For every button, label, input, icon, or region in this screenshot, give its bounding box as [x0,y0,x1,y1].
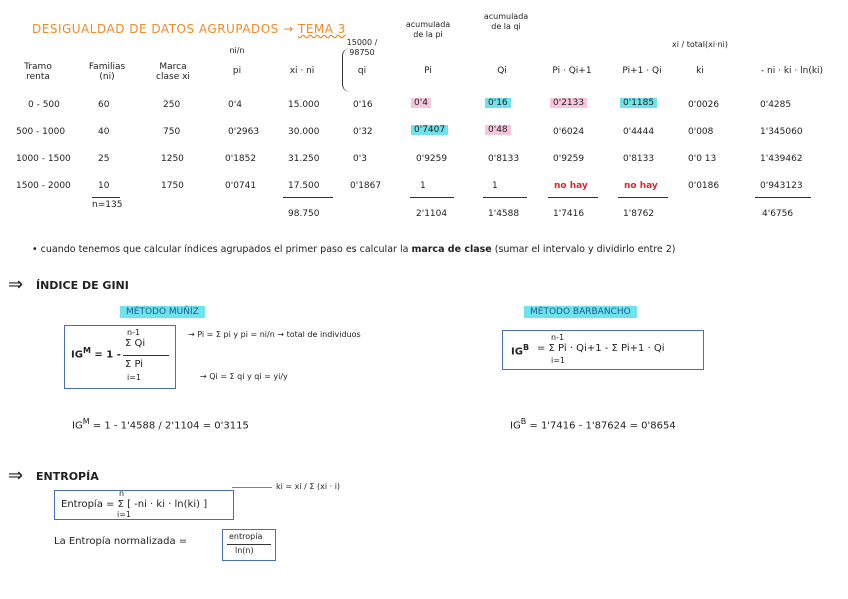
header-Pi1Qi: Pi+1 · Qi [622,66,662,76]
entropia-norm-box [222,529,276,561]
cell-last: 1'345060 [760,127,803,137]
munoz-sup: M [82,346,91,355]
cell-xi: 1750 [161,181,184,191]
header-ki: ki [696,66,704,76]
munoz-label: MÉTODO MUÑÍZ [120,306,205,318]
cell-ni: 60 [98,100,110,110]
cell-tramo: 1500 - 2000 [16,181,71,191]
munoz-result-lhs: IG [72,420,83,432]
header-xini: xi · ni [289,66,315,76]
cell-qi: 0'3 [353,154,367,164]
barbancho-result-rhs: = 1'7416 - 1'87624 = 0'8654 [529,420,676,432]
cell-Qi: 0'8133 [488,154,520,164]
note-pre: • cuando tenemos que calcular índices agrupados el primer paso es calcular la [32,244,412,255]
cell-last: 0'4285 [760,100,792,110]
entropia-sum-top: n [119,489,125,498]
entropia-side: ki = xi / Σ (xi · i) [276,482,341,491]
munoz-side1: → Pi = Σ pi y pi = ni/n → total de individuos [188,330,361,339]
munoz-side2: → Qi = Σ qi y qi = yi/y [200,372,288,381]
cell-ni: 10 [98,181,110,191]
cell-Pi1Qi: no hay [624,181,658,191]
entropia-link-line [232,487,272,488]
entropia-sum-bot: i=1 [117,510,132,519]
cell-xini: 31.250 [288,154,320,164]
cell-PiQi1: 0'6024 [553,127,585,137]
munoz-den: Σ Pi [125,359,144,370]
cell-Qi: 0'16 [485,98,511,108]
barbancho-IG: IG [511,346,523,358]
cell-xini: 30.000 [288,127,320,137]
header-qi-over: 15000 / 98750 [346,38,378,57]
gini-arrow-icon: ⇒ [8,274,24,295]
cell-ni: 40 [98,127,110,137]
total-PiQi1: 1'7416 [553,209,585,219]
cell-tramo: 1000 - 1500 [16,154,71,164]
barbancho-formula: = Σ Pi · Qi+1 - Σ Pi+1 · Qi [537,343,665,354]
header-ki-over: xi / total(xi·ni) [671,40,729,49]
barbancho-sum-bot: i=1 [551,356,566,365]
cell-qi: 0'32 [353,127,373,137]
barbancho-sum-top: n-1 [551,333,565,342]
munoz-eq: = 1 - [94,349,121,361]
header-marca: Marca clase xi [156,62,190,82]
munoz-formula-box [64,325,176,389]
header-qi: qi [357,66,367,76]
entropia-norm-den: ln(n) [235,546,254,555]
cell-xini: 15.000 [288,100,320,110]
rule-xini [283,197,333,198]
total-xini: 98.750 [288,209,320,219]
cell-pi: 0'0741 [225,181,257,191]
cell-last: 1'439462 [760,154,803,164]
cell-Qi: 1 [492,181,498,191]
header-Qi: Qi [497,66,507,76]
barbancho-result: $IG^B = 1'7416 - 1'87624 = 0'8654$ [510,417,676,432]
cell-xi: 250 [163,100,181,110]
entropia-arrow-icon: ⇒ [8,465,24,486]
cell-PiQi1: 0'2133 [550,98,587,108]
title-arrow: → [283,22,294,36]
header-pi: pi [232,66,242,76]
munoz-sum-top: n-1 [127,328,141,337]
cell-Qi: 0'48 [485,125,511,135]
qi-bracket [342,48,351,92]
cell-PiQi1: no hay [554,181,588,191]
cell-pi: 0'4 [228,100,242,110]
cell-PiQi1: 0'9259 [553,154,585,164]
cell-pi: 0'2963 [228,127,260,137]
cell-last: 0'943123 [760,181,803,191]
entropia-norm-num: entropía [229,532,263,541]
rule-Qi [483,197,527,198]
cell-ki: 0'0 13 [688,154,717,164]
barbancho-result-lhs: IG [510,420,521,432]
total-Qi: 1'4588 [488,209,520,219]
cell-xini: 17.500 [288,181,320,191]
cell-Pi: 0'7407 [411,125,448,135]
cell-qi: 0'16 [353,100,373,110]
rule-ni [92,197,120,198]
entropia-norm-bar [227,544,271,545]
total-Pi1Qi: 1'8762 [623,209,655,219]
entropia-formula-box [54,490,234,520]
page-title [32,22,346,36]
rule-last [755,197,811,198]
cell-Pi: 0'9259 [416,154,448,164]
header-Pi: Pi [424,66,432,76]
rule-Pi1Qi [618,197,668,198]
cell-ni: 25 [98,154,110,164]
munoz-result: $IG^M = 1 - 1'4588 / 2'1104 = 0'3115$ [72,417,249,432]
entropia-formula: Entropía = Σ [ -ni · ki · ln(ki) ] [61,499,208,510]
header-familias: Familias (ni) [88,62,126,82]
cell-Pi: 1 [420,181,426,191]
gini-heading: ÍNDICE DE GINI [36,279,129,292]
note-post: (sumar el intervalo y dividirlo entre 2) [491,244,676,255]
header-Pi-note: acumulada de la pi [405,20,451,39]
header-tramo: Tramo renta [24,62,52,82]
cell-ki: 0'0026 [688,100,720,110]
total-Pi: 2'1104 [416,209,448,219]
cell-xi: 750 [163,127,181,137]
entropia-norm-label: La Entropía normalizada = [54,536,188,547]
cell-tramo: 500 - 1000 [16,127,66,137]
title-tema: TEMA 3 [298,22,346,36]
munoz-num: Σ Qi [125,338,146,349]
cell-pi: 0'1852 [225,154,257,164]
cell-Pi1Qi: 0'8133 [623,154,655,164]
munoz-result-rhs: = 1 - 1'4588 / 2'1104 = 0'3115 [92,420,249,432]
cell-ki: 0'0186 [688,181,720,191]
rule-PiQi1 [548,197,598,198]
header-PiQi1: Pi · Qi+1 [552,66,592,76]
entropia-heading: ENTROPÍA [36,470,99,483]
note-marca-clase [32,244,676,255]
note-bold: marca de clase [411,244,492,255]
header-Qi-note: acumulada de la qi [483,12,529,31]
total-last: 4'6756 [762,209,794,219]
barbancho-formula-box [502,330,704,370]
munoz-fraction-bar [123,355,169,356]
munoz-IG: IG [71,349,83,361]
cell-ki: 0'008 [688,127,714,137]
barbancho-label: MÉTODO BARBANCHO [524,306,637,318]
rule-Pi [410,197,454,198]
munoz-sum-bot: i=1 [127,373,142,382]
cell-Pi1Qi: 0'4444 [623,127,655,137]
cell-xi: 1250 [161,154,184,164]
cell-Pi: 0'4 [411,98,431,108]
barbancho-sup: B [522,343,530,352]
total-n: n=135 [92,200,123,210]
title-main: DESIGUALDAD DE DATOS AGRUPADOS [32,22,279,36]
cell-Pi1Qi: 0'1185 [620,98,657,108]
cell-qi: 0'1867 [350,181,382,191]
header-pi-over: ni/n [229,46,245,55]
cell-tramo: 0 - 500 [28,100,60,110]
header-last: - ni · ki · ln(ki) [760,66,824,76]
